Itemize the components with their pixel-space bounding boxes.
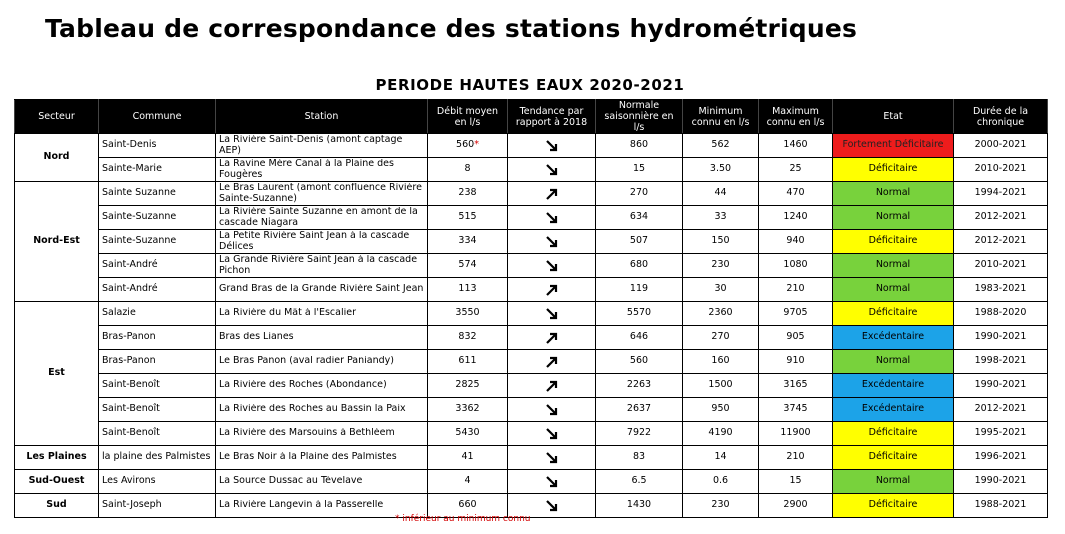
debit-value: 113 [458, 283, 477, 295]
duree-cell: 1996-2021 [954, 446, 1048, 470]
header-station: Station [216, 100, 428, 134]
minimum-cell: 230 [683, 254, 759, 278]
station-name: La Rivière des Roches au Bassin la Paix [219, 404, 406, 415]
duree-cell: 1994-2021 [954, 182, 1048, 206]
trend-down-arrow-icon [544, 498, 560, 514]
normale-cell: 83 [596, 446, 683, 470]
header-duree-line1: Durée de la [972, 105, 1029, 117]
table-row [15, 422, 1048, 446]
etat-badge: Déficitaire [833, 230, 954, 254]
duree-cell: 2012-2021 [954, 230, 1048, 254]
debit-cell [428, 326, 508, 350]
debit-value: 3362 [455, 403, 480, 415]
etat-badge: Excédentaire [833, 326, 954, 350]
debit-cell [428, 182, 508, 206]
normale-cell: 5570 [596, 302, 683, 326]
station-name: Le Bras Laurent (amont confluence Rivière Sainte-Suzanne) [219, 183, 422, 204]
table-row [15, 254, 1048, 278]
minimum-cell: 950 [683, 398, 759, 422]
trend-down-arrow-icon [544, 450, 560, 466]
station-cell [216, 374, 428, 398]
debit-value: 2825 [455, 379, 480, 391]
debit-cell [428, 278, 508, 302]
station-name: La Rivière des Roches (Abondance) [219, 380, 387, 391]
station-cell [216, 158, 428, 182]
trend-cell [508, 326, 596, 350]
duree-cell: 1990-2021 [954, 374, 1048, 398]
header-normale-line2: saisonnière en l/s [604, 111, 674, 133]
minimum-cell: 1500 [683, 374, 759, 398]
debit-value: 611 [458, 355, 477, 367]
station-cell [216, 350, 428, 374]
station-cell [216, 326, 428, 350]
debit-value: 8 [464, 163, 471, 175]
header-tendance-line1: Tendance par [519, 105, 584, 117]
station-name: La Rivière des Marsouins à Bethléem [219, 428, 395, 439]
etat-badge: Normal [833, 254, 954, 278]
trend-cell [508, 302, 596, 326]
minimum-cell: 4190 [683, 422, 759, 446]
trend-cell [508, 182, 596, 206]
stations-table [14, 99, 1048, 518]
trend-down-arrow-icon [544, 234, 560, 250]
trend-cell [508, 446, 596, 470]
maximum-cell: 1240 [759, 206, 833, 230]
minimum-cell: 230 [683, 494, 759, 518]
station-cell [216, 278, 428, 302]
trend-down-arrow-icon [544, 258, 560, 274]
station-name: La Petite Rivière Saint Jean à la cascade Délices [219, 231, 410, 252]
header-maximum [759, 100, 833, 134]
trend-down-arrow-icon [544, 474, 560, 490]
debit-value: 832 [458, 331, 477, 343]
normale-cell: 1430 [596, 494, 683, 518]
table-row [15, 278, 1048, 302]
sector-cell-nord-est: Nord-Est [15, 182, 99, 302]
normale-cell: 2637 [596, 398, 683, 422]
trend-down-arrow-icon [544, 306, 560, 322]
commune-cell: Saint-André [99, 254, 216, 278]
debit-value: 5430 [455, 427, 480, 439]
maximum-cell: 905 [759, 326, 833, 350]
footnote: * inférieur au minimum connu [395, 514, 531, 524]
minimum-cell: 3.50 [683, 158, 759, 182]
debit-value: 41 [461, 451, 474, 463]
trend-cell [508, 158, 596, 182]
duree-cell: 1990-2021 [954, 470, 1048, 494]
minimum-cell: 14 [683, 446, 759, 470]
header-secteur: Secteur [15, 100, 99, 134]
normale-cell: 860 [596, 134, 683, 158]
table-header-row [15, 100, 1048, 134]
station-cell [216, 470, 428, 494]
header-duree [954, 100, 1048, 134]
debit-cell [428, 422, 508, 446]
station-cell [216, 182, 428, 206]
trend-up-arrow-icon [544, 378, 560, 394]
etat-badge: Déficitaire [833, 446, 954, 470]
trend-cell [508, 374, 596, 398]
station-name: La Rivière Saint-Denis (amont captage AEP) [219, 135, 403, 156]
header-commune: Commune [99, 100, 216, 134]
station-cell [216, 302, 428, 326]
station-name: Le Bras Noir à la Plaine des Palmistes [219, 452, 397, 463]
trend-down-arrow-icon [544, 426, 560, 442]
table-row [15, 134, 1048, 158]
header-debit-line2: en l/s [454, 116, 481, 128]
commune-cell: Les Avirons [99, 470, 216, 494]
duree-cell: 2012-2021 [954, 398, 1048, 422]
sector-cell-sud-ouest: Sud-Ouest [15, 470, 99, 494]
etat-badge: Déficitaire [833, 422, 954, 446]
sector-cell-sud: Sud [15, 494, 99, 518]
etat-badge: Déficitaire [833, 158, 954, 182]
commune-cell: Saint-Benoît [99, 374, 216, 398]
debit-value: 238 [458, 187, 477, 199]
header-normale [596, 100, 683, 134]
normale-cell: 507 [596, 230, 683, 254]
table-row [15, 158, 1048, 182]
header-tendance-line2: rapport à 2018 [515, 116, 588, 128]
maximum-cell: 2900 [759, 494, 833, 518]
debit-cell [428, 254, 508, 278]
trend-cell [508, 350, 596, 374]
header-minimum-line2: connu en l/s [691, 116, 750, 128]
header-normale-line1: Normale [618, 100, 660, 111]
trend-cell [508, 206, 596, 230]
maximum-cell: 210 [759, 278, 833, 302]
station-name: La Grande Rivière Saint Jean à la cascade Pichon [219, 255, 418, 276]
period-subtitle-text: PERIODE HAUTES EAUX 2020-2021 [375, 76, 685, 94]
sector-cell-nord: Nord [15, 134, 99, 182]
station-cell [216, 446, 428, 470]
maximum-cell: 9705 [759, 302, 833, 326]
normale-cell: 680 [596, 254, 683, 278]
station-name: La Ravine Mère Canal à la Plaine des Fougères [219, 159, 394, 180]
page-title: Tableau de correspondance des stations hydrométriques [45, 14, 858, 43]
normale-cell: 646 [596, 326, 683, 350]
trend-cell [508, 398, 596, 422]
maximum-cell: 910 [759, 350, 833, 374]
table-row [15, 302, 1048, 326]
trend-up-arrow-icon [544, 186, 560, 202]
period-subtitle [0, 76, 1065, 94]
station-name: La Rivière Langevin à la Passerelle [219, 500, 384, 511]
sector-cell-les-plaines: Les Plaines [15, 446, 99, 470]
trend-cell [508, 254, 596, 278]
station-name: Bras des Lianes [219, 332, 294, 343]
trend-cell [508, 470, 596, 494]
debit-value: 4 [464, 475, 471, 487]
trend-up-arrow-icon [544, 330, 560, 346]
debit-value: 3550 [455, 307, 480, 319]
commune-cell: la plaine des Palmistes [99, 446, 216, 470]
header-minimum [683, 100, 759, 134]
duree-cell: 1998-2021 [954, 350, 1048, 374]
commune-cell: Saint-Benoît [99, 398, 216, 422]
header-tendance [508, 100, 596, 134]
trend-cell [508, 134, 596, 158]
station-name: La Rivière du Mât à l'Escalier [219, 308, 356, 319]
maximum-cell: 3165 [759, 374, 833, 398]
header-maximum-line1: Maximum [772, 105, 819, 117]
debit-cell [428, 350, 508, 374]
debit-cell [428, 302, 508, 326]
etat-badge: Normal [833, 350, 954, 374]
etat-badge: Déficitaire [833, 494, 954, 518]
debit-cell [428, 134, 508, 158]
maximum-cell: 1460 [759, 134, 833, 158]
etat-badge: Excédentaire [833, 398, 954, 422]
normale-cell: 560 [596, 350, 683, 374]
commune-cell: Sainte-Suzanne [99, 230, 216, 254]
table-row [15, 206, 1048, 230]
duree-cell: 2010-2021 [954, 254, 1048, 278]
normale-cell: 270 [596, 182, 683, 206]
commune-cell: Sainte Suzanne [99, 182, 216, 206]
debit-cell [428, 374, 508, 398]
table-row [15, 326, 1048, 350]
trend-up-arrow-icon [544, 282, 560, 298]
debit-value: 560 [456, 139, 475, 151]
debit-cell [428, 230, 508, 254]
debit-cell [428, 398, 508, 422]
duree-cell: 1990-2021 [954, 326, 1048, 350]
station-cell [216, 254, 428, 278]
header-etat: Etat [833, 100, 954, 134]
duree-cell: 1983-2021 [954, 278, 1048, 302]
duree-cell: 2000-2021 [954, 134, 1048, 158]
etat-badge: Excédentaire [833, 374, 954, 398]
trend-cell [508, 230, 596, 254]
etat-badge: Déficitaire [833, 302, 954, 326]
normale-cell: 6.5 [596, 470, 683, 494]
minimum-cell: 150 [683, 230, 759, 254]
station-cell [216, 422, 428, 446]
station-cell [216, 206, 428, 230]
duree-cell: 1995-2021 [954, 422, 1048, 446]
normale-cell: 119 [596, 278, 683, 302]
minimum-cell: 0.6 [683, 470, 759, 494]
maximum-cell: 15 [759, 470, 833, 494]
station-name: La Source Dussac au Tévelave [219, 476, 363, 487]
maximum-cell: 25 [759, 158, 833, 182]
etat-badge: Fortement Déficitaire [833, 134, 954, 158]
table-row [15, 494, 1048, 518]
duree-cell: 2012-2021 [954, 206, 1048, 230]
commune-cell: Bras-Panon [99, 326, 216, 350]
maximum-cell: 940 [759, 230, 833, 254]
commune-cell: Saint-André [99, 278, 216, 302]
duree-cell: 1988-2021 [954, 494, 1048, 518]
minimum-cell: 562 [683, 134, 759, 158]
table-row [15, 182, 1048, 206]
minimum-cell: 33 [683, 206, 759, 230]
station-name: Grand Bras de la Grande Rivière Saint Jean [219, 284, 424, 295]
maximum-cell: 470 [759, 182, 833, 206]
commune-cell: Sainte-Suzanne [99, 206, 216, 230]
header-minimum-line1: Minimum [698, 105, 743, 117]
minimum-cell: 270 [683, 326, 759, 350]
trend-cell [508, 422, 596, 446]
minimum-cell: 44 [683, 182, 759, 206]
debit-cell [428, 446, 508, 470]
table-row [15, 230, 1048, 254]
maximum-cell: 210 [759, 446, 833, 470]
minimum-cell: 2360 [683, 302, 759, 326]
etat-badge: Normal [833, 206, 954, 230]
maximum-cell: 1080 [759, 254, 833, 278]
trend-down-arrow-icon [544, 162, 560, 178]
normale-cell: 634 [596, 206, 683, 230]
debit-value: 515 [458, 211, 477, 223]
debit-cell [428, 206, 508, 230]
trend-down-arrow-icon [544, 402, 560, 418]
table-row [15, 350, 1048, 374]
normale-cell: 2263 [596, 374, 683, 398]
etat-badge: Normal [833, 470, 954, 494]
trend-down-arrow-icon [544, 210, 560, 226]
commune-cell: Sainte-Marie [99, 158, 216, 182]
header-debit-line1: Débit moyen [436, 105, 499, 117]
debit-cell [428, 158, 508, 182]
debit-value: 660 [458, 499, 477, 511]
commune-cell: Saint-Joseph [99, 494, 216, 518]
station-cell [216, 230, 428, 254]
header-debit [428, 100, 508, 134]
table-row [15, 470, 1048, 494]
maximum-cell: 11900 [759, 422, 833, 446]
below-minimum-asterisk: * [474, 139, 479, 151]
normale-cell: 15 [596, 158, 683, 182]
etat-badge: Normal [833, 278, 954, 302]
table-row [15, 374, 1048, 398]
header-maximum-line2: connu en l/s [766, 116, 825, 128]
debit-cell [428, 470, 508, 494]
station-name: La Rivière Sainte Suzanne en amont de la cascade Niagara [219, 207, 418, 228]
table-row [15, 398, 1048, 422]
minimum-cell: 30 [683, 278, 759, 302]
debit-value: 334 [458, 235, 477, 247]
debit-value: 574 [458, 259, 477, 271]
commune-cell: Saint-Benoît [99, 422, 216, 446]
duree-cell: 1988-2020 [954, 302, 1048, 326]
trend-down-arrow-icon [544, 138, 560, 154]
station-cell [216, 134, 428, 158]
table-row [15, 446, 1048, 470]
duree-cell: 2010-2021 [954, 158, 1048, 182]
header-duree-line2: chronique [976, 116, 1025, 128]
commune-cell: Saint-Denis [99, 134, 216, 158]
sector-cell-est: Est [15, 302, 99, 446]
commune-cell: Bras-Panon [99, 350, 216, 374]
normale-cell: 7922 [596, 422, 683, 446]
station-name: Le Bras Panon (aval radier Paniandy) [219, 356, 394, 367]
commune-cell: Salazie [99, 302, 216, 326]
trend-cell [508, 278, 596, 302]
trend-up-arrow-icon [544, 354, 560, 370]
etat-badge: Normal [833, 182, 954, 206]
maximum-cell: 3745 [759, 398, 833, 422]
minimum-cell: 160 [683, 350, 759, 374]
station-cell [216, 398, 428, 422]
